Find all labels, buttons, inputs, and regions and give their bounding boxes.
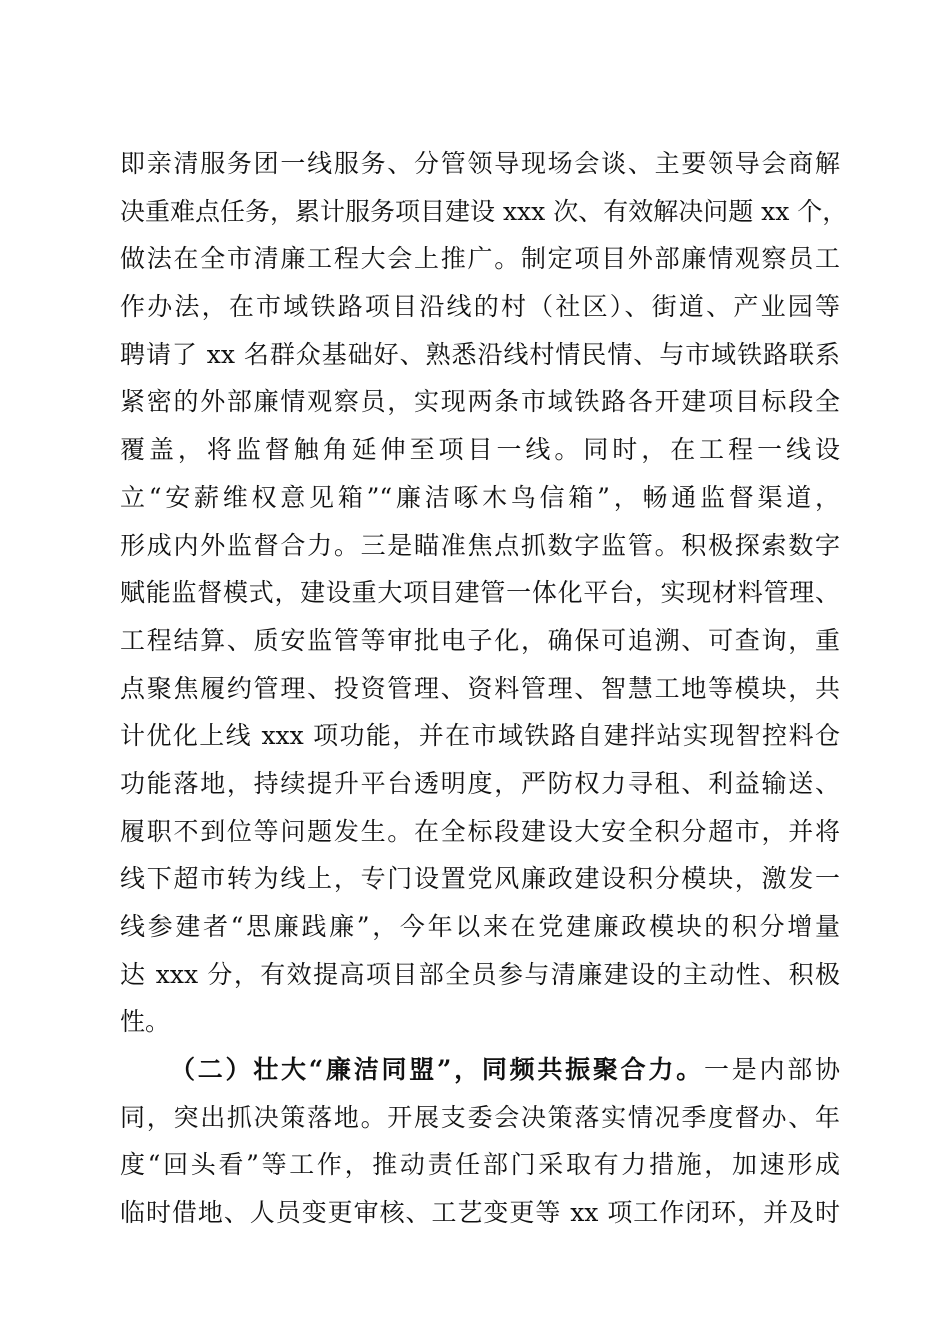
text-line: 覆盖，将监督触角延伸至项目一线。同时，在工程一线设 xyxy=(120,435,840,465)
text-line: 聘请了 xx 名群众基础好、熟悉沿线村情民情、与市域铁路联系 xyxy=(120,339,840,369)
text-line: 同，突出抓决策落地。开展支委会决策落实情况季度督办、年 xyxy=(120,1102,840,1132)
text-line: 作办法，在市域铁路项目沿线的村（社区）、街道、产业园等 xyxy=(120,292,840,322)
text-line-with-heading xyxy=(120,1046,840,1094)
text-line: 形成内外监督合力。三是瞄准焦点抓数字监管。积极探索数字 xyxy=(120,530,840,560)
body-text xyxy=(120,140,848,1237)
text-line: 工程结算、质安监管等审批电子化，确保可追溯、可查询，重 xyxy=(120,625,840,655)
text-line: 点聚焦履约管理、投资管理、资料管理、智慧工地等模块，共 xyxy=(120,673,840,703)
paragraph-1 xyxy=(120,140,848,1046)
text-line: 即亲清服务团一线服务、分管领导现场会谈、主要领导会商解 xyxy=(120,149,840,178)
text-line: 性。 xyxy=(120,1007,171,1037)
text-line: 履职不到位等问题发生。在全标段建设大安全积分超市，并将 xyxy=(120,816,840,846)
text-line: 立“安薪维权意见箱”“廉洁啄木鸟信箱”，畅通监督渠道， xyxy=(120,482,840,512)
text-run: 一是内部协 xyxy=(703,1055,840,1085)
text-line: 做法在全市清廉工程大会上推广。制定项目外部廉情观察员工 xyxy=(120,244,840,274)
paragraph-2 xyxy=(120,1046,840,1237)
text-line: 临时借地、人员变更审核、工艺变更等 xx 项工作闭环，并及时 xyxy=(120,1198,840,1228)
text-line: 赋能监督模式，建设重大项目建管一体化平台，实现材料管理、 xyxy=(120,578,840,608)
text-line: 紧密的外部廉情观察员，实现两条市域铁路各开建项目标段全 xyxy=(120,387,840,417)
text-line: 达 xxx 分，有效提高项目部全员参与清廉建设的主动性、积极 xyxy=(120,959,840,989)
text-line: 决重难点任务，累计服务项目建设 xxx 次、有效解决问题 xx 个， xyxy=(120,196,848,226)
text-line: 线参建者“思廉践廉”，今年以来在党建廉政模块的积分增量 xyxy=(120,912,840,941)
text-line: 功能落地，持续提升平台透明度，严防权力寻租、利益输送、 xyxy=(120,768,840,798)
text-line: 计优化上线 xxx 项功能，并在市域铁路自建拌站实现智控料仓 xyxy=(120,721,840,751)
section-heading: （二）壮大“廉洁同盟”，同频共振聚合力。 xyxy=(170,1055,704,1085)
text-line: 线下超市转为线上，专门设置党风廉政建设积分模块，激发一 xyxy=(120,864,840,894)
text-line: 度“回头看”等工作，推动责任部门采取有力措施，加速形成 xyxy=(120,1150,840,1180)
